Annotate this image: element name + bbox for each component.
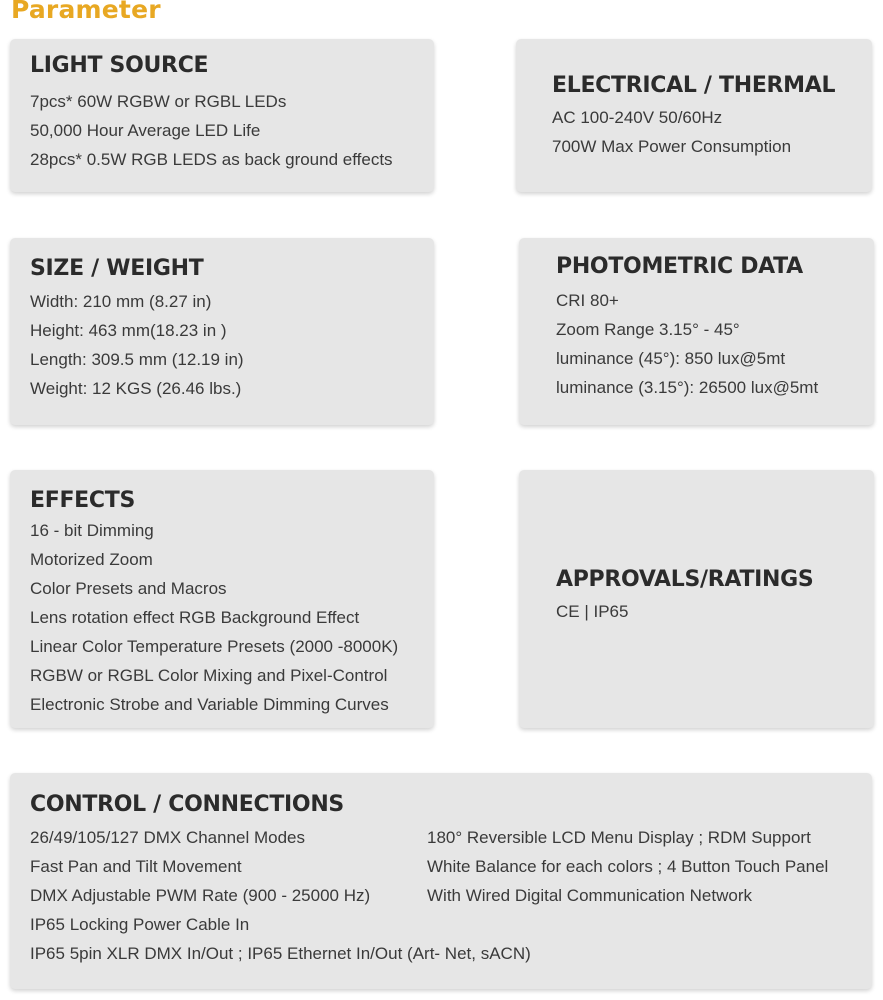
spec-line: 7pcs* 60W RGBW or RGBL LEDs bbox=[30, 92, 287, 111]
light-source-heading: LIGHT SOURCE bbox=[30, 53, 209, 78]
electrical-thermal-heading: ELECTRICAL / THERMAL bbox=[552, 73, 836, 98]
photometric-data-heading: PHOTOMETRIC DATA bbox=[556, 254, 803, 279]
effects-heading: EFFECTS bbox=[30, 488, 136, 513]
spec-line: AC 100-240V 50/60Hz bbox=[552, 108, 723, 127]
spec-line: Fast Pan and Tilt Movement bbox=[30, 857, 242, 876]
spec-line: With Wired Digital Communication Network bbox=[427, 886, 752, 905]
light-source-list bbox=[30, 87, 434, 174]
spec-line: Weight: 12 KGS (26.46 lbs.) bbox=[30, 379, 242, 398]
spec-line: luminance (45°): 850 lux@5mt bbox=[556, 349, 786, 368]
approvals-ratings-list bbox=[556, 597, 874, 626]
control-connections-columns bbox=[30, 823, 872, 939]
spec-line: luminance (3.15°): 26500 lux@5mt bbox=[556, 378, 819, 397]
spec-line: Motorized Zoom bbox=[30, 550, 153, 569]
spec-line: Electronic Strobe and Variable Dimming Curves bbox=[30, 695, 389, 714]
spec-line: CE | IP65 bbox=[556, 602, 629, 621]
control-connections-card bbox=[10, 773, 872, 989]
spec-line: Zoom Range 3.15° - 45° bbox=[556, 320, 740, 339]
spec-line: CRI 80+ bbox=[556, 291, 619, 310]
spec-line: 16 - bit Dimming bbox=[30, 521, 154, 540]
size-weight-list bbox=[30, 287, 434, 403]
spec-line: Height: 463 mm(18.23 in ) bbox=[30, 321, 227, 340]
spec-line: 180° Reversible LCD Menu Display ; RDM Support bbox=[427, 828, 811, 847]
spec-line: DMX Adjustable PWM Rate (900 - 25000 Hz) bbox=[30, 886, 371, 905]
spec-line: Length: 309.5 mm (12.19 in) bbox=[30, 350, 244, 369]
electrical-thermal-list bbox=[552, 103, 872, 161]
electrical-thermal-card bbox=[516, 39, 872, 192]
approvals-ratings-card bbox=[519, 470, 874, 728]
effects-list bbox=[30, 516, 434, 719]
control-right-list bbox=[427, 823, 867, 939]
spec-line: IP65 Locking Power Cable In bbox=[30, 915, 250, 934]
spec-line: White Balance for each colors ; 4 Button Touch Panel bbox=[427, 857, 829, 876]
control-left-list bbox=[30, 823, 427, 939]
spec-line: Linear Color Temperature Presets (2000 -8000K) bbox=[30, 637, 399, 656]
spec-line: 26/49/105/127 DMX Channel Modes bbox=[30, 828, 306, 847]
spec-line: IP65 5pin XLR DMX In/Out ; IP65 Ethernet In/Out (Art- Net, sACN) bbox=[30, 944, 531, 963]
light-source-card bbox=[10, 39, 434, 192]
spec-line: RGBW or RGBL Color Mixing and Pixel-Control bbox=[30, 666, 388, 685]
page-title: Parameter bbox=[11, 0, 161, 24]
control-full-width-list bbox=[30, 939, 872, 968]
control-connections-heading: CONTROL / CONNECTIONS bbox=[30, 792, 344, 817]
effects-card bbox=[10, 470, 434, 728]
spec-line: 700W Max Power Consumption bbox=[552, 137, 792, 156]
photometric-data-list bbox=[556, 286, 874, 402]
size-weight-card bbox=[10, 238, 434, 425]
spec-line: Lens rotation effect RGB Background Effect bbox=[30, 608, 360, 627]
approvals-ratings-heading: APPROVALS/RATINGS bbox=[556, 567, 814, 592]
spec-line: 50,000 Hour Average LED Life bbox=[30, 121, 261, 140]
size-weight-heading: SIZE / WEIGHT bbox=[30, 256, 204, 281]
spec-line: Color Presets and Macros bbox=[30, 579, 227, 598]
photometric-data-card bbox=[519, 238, 874, 425]
spec-line: Width: 210 mm (8.27 in) bbox=[30, 292, 212, 311]
spec-line: 28pcs* 0.5W RGB LEDS as back ground effects bbox=[30, 150, 393, 169]
